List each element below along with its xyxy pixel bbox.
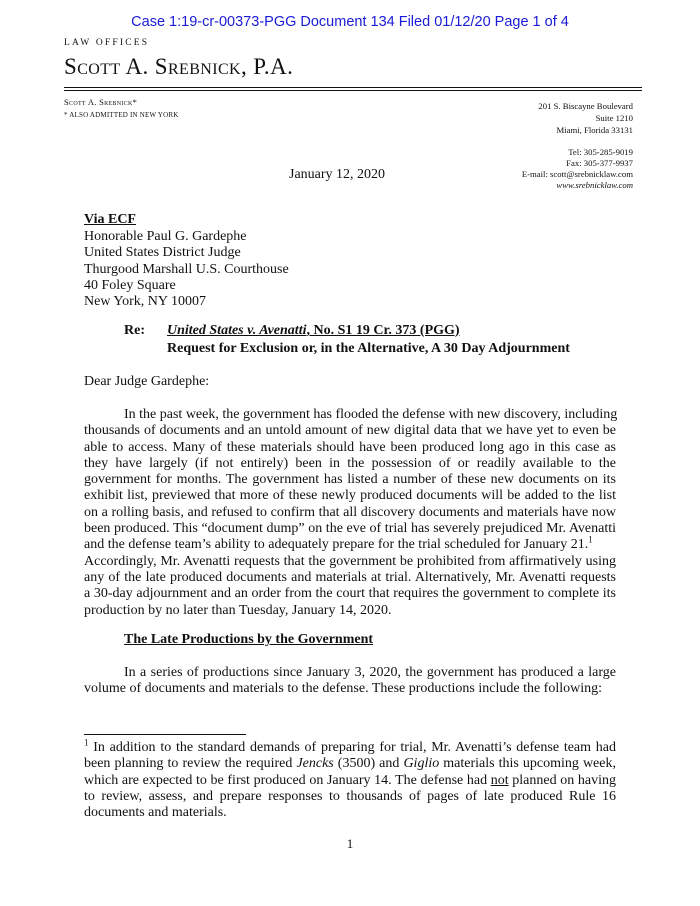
para-line: Accordingly, Mr. Avenatti requests that the government be prohibited from affirmatively using — [84, 553, 616, 569]
addressee-name: Honorable Paul G. Gardephe — [84, 229, 247, 244]
not-emphasis: not — [490, 772, 509, 788]
para-line: government for months. The government has listed a number of these new documents on its — [84, 472, 616, 488]
para-line: exhibit list, previewed that more of these newly produced documents will be added to the list — [84, 488, 616, 504]
section-heading: The Late Productions by the Government — [124, 632, 374, 647]
para-line: they have largely (if not entirely) been in the possession of or readily available to the — [84, 455, 616, 471]
page-number: 1 — [346, 836, 354, 851]
footnote-line — [84, 756, 616, 772]
footnote-rule — [84, 734, 246, 735]
ecf-filing-header: Case 1:19-cr-00373-PGG Document 134 Filed 01/12/20 Page 1 of 4 — [131, 14, 569, 30]
letter-date: January 12, 2020 — [289, 167, 386, 182]
para-line: In the past week, the government has flooded the defense with new discovery, including — [124, 407, 618, 422]
para-line: been produced. This “document dump” on the eve of trial has severely prejudiced Mr. Avenatti — [84, 521, 616, 537]
footnote-text: planned on having — [508, 772, 617, 788]
para-line: production by no later than Tuesday, January 14, 2020. — [84, 602, 392, 618]
contact-fax: Fax: 305-377-9937 — [566, 158, 633, 168]
giglio-term: Giglio — [403, 756, 440, 772]
attorney-name: Scott A. Srebnick* — [64, 97, 138, 107]
contact-website[interactable]: www.srebnicklaw.com — [556, 180, 633, 190]
re-label: Re: — [124, 323, 145, 338]
letterhead-rule-thin — [64, 87, 642, 88]
para-line: volume of documents and materials to the defense. These productions include the following: — [84, 681, 602, 697]
jencks-term: Jencks — [296, 756, 334, 772]
footnote-marker[interactable]: 1 — [588, 534, 593, 545]
para-line: able to access. Many of these materials should have been produced long ago in this case as — [84, 439, 616, 455]
re-case-line — [167, 323, 460, 339]
para-line: any of the late produced documents and materials at trial. Alternatively, Mr. Avenatti requests — [84, 569, 616, 585]
footnote-text: which are expected to be first produced on January 14. The defense had — [84, 772, 491, 788]
contact-tel: Tel: 305-285-9019 — [568, 147, 633, 157]
footnote-line: documents and materials. — [84, 805, 227, 821]
para-line: a 30-day adjournment and an order from the court that requires the government to complete its — [84, 586, 616, 602]
paragraph-intro — [84, 407, 616, 619]
footnote-1 — [84, 737, 617, 821]
address-line-street: 201 S. Biscayne Boulevard — [538, 101, 633, 111]
addressee-street: 40 Foley Square — [84, 278, 176, 293]
addressee-title: United States District Judge — [84, 245, 241, 260]
para-line: In a series of productions since January 3, 2020, the government has produced a large — [124, 665, 616, 680]
re-case-number: , No. S1 19 Cr. 373 (PGG) — [306, 323, 460, 338]
re-subject: Request for Exclusion or, in the Alternative, A 30 Day Adjournment — [167, 341, 570, 356]
address-line-city: Miami, Florida 33131 — [556, 125, 633, 135]
paragraph-productions — [84, 665, 616, 698]
footnote-text: (3500) and — [333, 756, 404, 772]
para-line: thousands of documents and an untold amount of new digital data that we have yet to even be — [84, 423, 616, 439]
footnote-text: materials this upcoming week, — [439, 756, 616, 772]
delivery-method: Via ECF — [84, 212, 136, 227]
salutation: Dear Judge Gardephe: — [84, 374, 210, 389]
addressee-courthouse: Thurgood Marshall U.S. Courthouse — [84, 262, 289, 277]
firm-name: Scott A. Srebnick, P.A. — [64, 54, 294, 79]
footnote-number: 1 — [84, 737, 89, 748]
contact-email[interactable]: E-mail: scott@srebnicklaw.com — [521, 169, 633, 179]
law-offices-label: LAW OFFICES — [64, 38, 150, 48]
addressee-city: New York, NY 10007 — [84, 294, 206, 309]
address-line-suite: Suite 1210 — [595, 113, 633, 123]
para-line: and the defense team’s ability to adequately prepare for the trial scheduled for January 21. — [84, 537, 589, 553]
letterhead-rule-thick — [64, 90, 642, 91]
footnote-text: In addition to the standard demands of preparing for trial, Mr. Avenatti’s defense team had — [88, 740, 616, 755]
para-line: on a rolling basis, and refused to confirm that all discovery documents and materials have now — [84, 504, 616, 520]
footnote-line — [84, 737, 616, 756]
para-line-with-footnote — [84, 534, 616, 553]
footnote-line: to review, assess, and prepare responses to thousands of pages of late produced Rule 16 — [84, 788, 616, 804]
admitted-note: * ALSO ADMITTED IN NEW YORK — [64, 111, 179, 119]
footnote-line — [84, 773, 616, 789]
re-case-name: United States v. Avenatti — [167, 323, 307, 338]
footnote-text: been planning to review the required — [84, 756, 297, 772]
